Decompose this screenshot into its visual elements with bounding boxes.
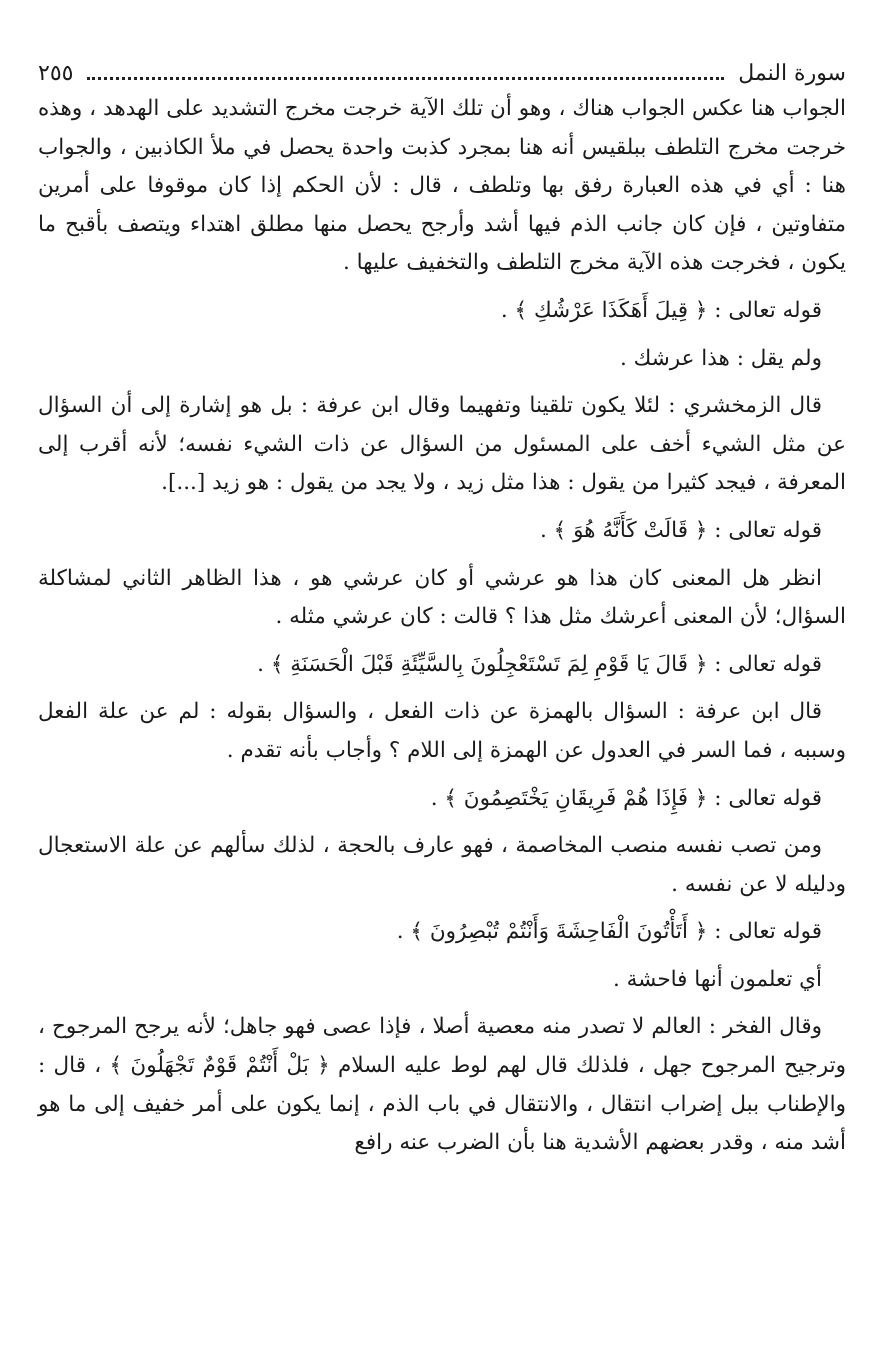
page-body <box>38 90 846 1163</box>
page-header <box>38 52 846 88</box>
page-number: ٢٥٥ <box>38 61 74 86</box>
paragraph: ومن تصب نفسه منصب المخاصمة ، فهو عارف بالحجة ، لذلك سألهم عن علة الاستعجال ودليله لا عن نفسه . <box>38 833 846 897</box>
quran-verse-paragraph: قوله تعالى : ﴿ أَتَأْتُونَ الْفَاحِشَةَ وَأَنْتُمْ تُبْصِرُونَ ﴾ . <box>396 919 822 945</box>
paragraph: أي تعلمون أنها فاحشة . <box>612 966 822 992</box>
paragraph: قال الزمخشري : لئلا يكون تلقينا وتفهيما وقال ابن عرفة : بل هو إشارة إلى أن السؤال عن مثل الشيء أخف على المسئول من السؤال عن ذات الشيء نفسه؛ لأنه أقرب إلى المعرفة ، فيجد كثيرا من يقول : هذا مثل زيد ، ولا يجد من يقول : هو زيد [...]. <box>38 393 846 496</box>
quran-verse-paragraph: قوله تعالى : ﴿ قَالَتْ كَأَنَّهُ هُوَ ﴾ . <box>539 517 822 543</box>
paragraph: قال ابن عرفة : السؤال بالهمزة عن ذات الفعل ، والسؤال بقوله : لم عن علة الفعل وسببه ، فما السر في العدول عن الهمزة إلى اللام ؟ وأجاب بأنه تقدم . <box>38 699 846 763</box>
paragraph: انظر هل المعنى كان هذا هو عرشي أو كان عرشي هو ، هذا الظاهر الثاني لمشاكلة السؤال؛ لأن المعنى أعرشك مثل هذا ؟ قالت : كان عرشي مثله . <box>38 565 846 630</box>
quran-verse-paragraph: قوله تعالى : ﴿ قَالَ يَا قَوْمِ لِمَ تَسْتَعْجِلُونَ بِالسَّيِّئَةِ قَبْلَ الْحَسَنَةِ ﴾ . <box>257 651 822 677</box>
paragraph: الجواب هنا عكس الجواب هناك ، وهو أن تلك الآية خرجت مخرج التشديد على الهدهد ، وهذه خرجت مخرج التلطف ببلقيس أنه هنا بمجرد كذبت واحدة يحصل في ملأ الكاذبين ، والجواب هنا : أي في هذه العبارة رفق بها وتلطف ، قال : لأن الحكم إذا كان موقوفا على أمرين متفاوتين ، فإن كان جانب الذم فيها أشد وأرجح يحصل منها مطلق اهتداء ويتصف بأقبح ما يكون ، فخرجت هذه الآية مخرج التلطف والتخفيف عليها . <box>38 96 846 276</box>
surah-title: سورة النمل <box>738 61 846 86</box>
book-page <box>38 52 846 1352</box>
paragraph: ولم يقل : هذا عرشك . <box>619 345 822 371</box>
quran-verse-paragraph: قوله تعالى : ﴿ فَإِذَا هُمْ فَرِيقَانِ يَخْتَصِمُونَ ﴾ . <box>430 785 822 811</box>
header-dotted-leader <box>87 77 724 80</box>
quran-verse-paragraph: قوله تعالى : ﴿ قِيلَ أَهَكَذَا عَرْشُكِ ﴾ . <box>500 297 822 323</box>
paragraph: وقال الفخر : العالم لا تصدر منه معصية أصلا ، فإذا عصى فهو جاهل؛ لأنه يرجح المرجوح ، وترجيح المرجوح جهل ، فلذلك قال لهم لوط عليه السلام ﴿ بَلْ أَنْتُمْ قَوْمٌ تَجْهَلُونَ ﴾ ، قال : والإطناب ببل إضراب انتقال ، والانتقال في باب الذم ، إنما يكون على أمر خفيف إلى ما هو أشد منه ، وقدر بعضهم الأشدية هنا بأن الضرب عنه رافع <box>38 1014 846 1156</box>
